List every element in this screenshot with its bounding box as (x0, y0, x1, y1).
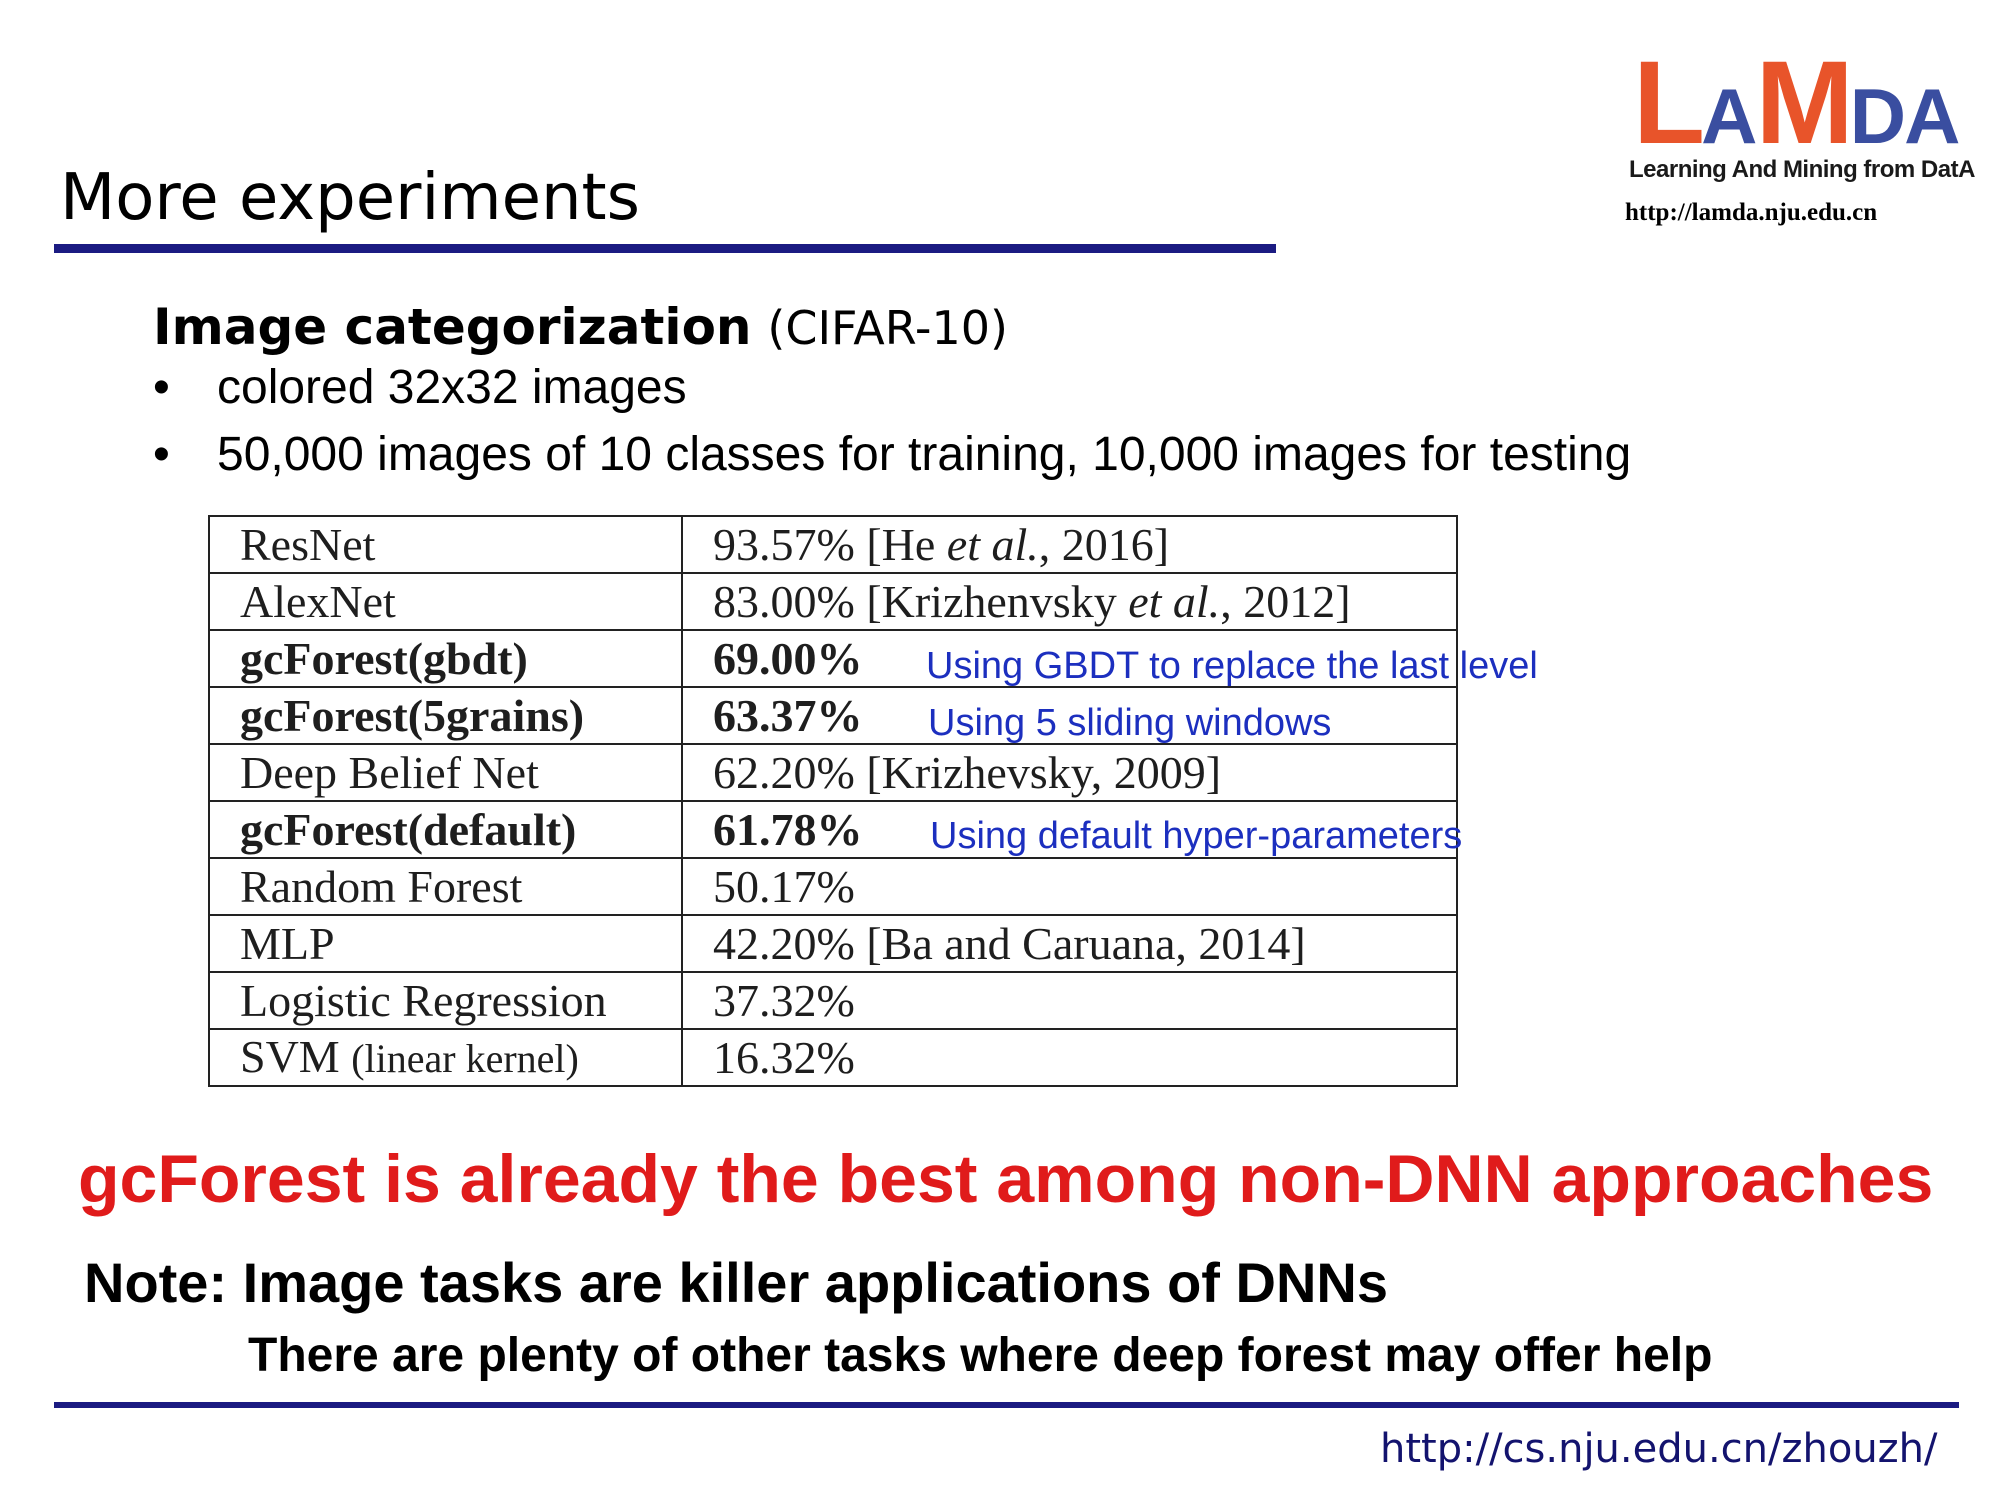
accuracy-cell (682, 516, 1457, 573)
table-row (209, 972, 1457, 1029)
bullet-item (153, 425, 1631, 485)
accuracy-cell: 50.17% (682, 858, 1457, 915)
accuracy-cell (682, 915, 1457, 972)
table-row (209, 1029, 1457, 1086)
method-cell: Deep Belief Net (209, 744, 682, 801)
logo-letter: DA (1849, 72, 1959, 160)
accuracy-value: 93.57% (713, 518, 855, 570)
note-line: Note: Image tasks are killer applications of DNNs (84, 1251, 1388, 1314)
accuracy-value: 83.00% (713, 575, 855, 627)
citation-etal: et al. (946, 518, 1039, 570)
headline-statement: gcForest is already the best among non-DNN approaches (78, 1141, 1934, 1217)
bullet-text: colored 32x32 images (217, 361, 687, 414)
annotation-gbdt: Using GBDT to replace the last level (926, 645, 1538, 687)
annotation-5grains: Using 5 sliding windows (928, 702, 1332, 744)
accuracy-cell (682, 744, 1457, 801)
citation: [Krizhenvsky (854, 575, 1129, 627)
bullet-glyph: • (153, 428, 170, 481)
accuracy-cell: 69.00% (682, 630, 1457, 687)
table-row (209, 744, 1457, 801)
section-heading-bold: Image categorization (153, 298, 752, 356)
citation: [Krizhevsky, 2009] (854, 746, 1222, 798)
logo-letter: L (1633, 37, 1702, 169)
accuracy-value: 62.20% (713, 746, 855, 798)
method-cell (209, 1029, 682, 1086)
logo-letter: A (1701, 72, 1756, 160)
section-heading-dataset: (CIFAR-10) (767, 301, 1008, 355)
method-cell: AlexNet (209, 573, 682, 630)
note-subline: There are plenty of other tasks where deep forest may offer help (248, 1329, 1713, 1382)
bullet-item (153, 358, 687, 418)
accuracy-cell: 63.37% (682, 687, 1457, 744)
section-heading (153, 296, 1008, 359)
slide-title: More experiments (60, 161, 640, 235)
logo-wordmark (1633, 37, 1959, 169)
logo-url: http://lamda.nju.edu.cn (1625, 199, 1878, 226)
table-row (209, 915, 1457, 972)
annotation-default: Using default hyper-parameters (930, 815, 1463, 857)
method-cell: Logistic Regression (209, 972, 682, 1029)
citation-etal: et al. (1128, 575, 1221, 627)
footer-rule (54, 1402, 1959, 1408)
method-cell: MLP (209, 915, 682, 972)
citation: [He (854, 518, 947, 570)
method-cell: gcForest(gbdt) (209, 630, 682, 687)
accuracy-value: 42.20% (713, 917, 855, 969)
accuracy-cell: 61.78% (682, 801, 1457, 858)
results-table (208, 515, 1458, 1087)
title-underline (54, 244, 1276, 253)
method-cell: gcForest(default) (209, 801, 682, 858)
method-cell: Random Forest (209, 858, 682, 915)
method-suffix: (linear kernel) (351, 1035, 579, 1081)
logo-tagline: Learning And Mining from DatA (1629, 156, 1975, 183)
accuracy-cell: 37.32% (682, 972, 1457, 1029)
bullet-text: 50,000 images of 10 classes for training, 10,000 images for testing (217, 428, 1632, 481)
method-cell: ResNet (209, 516, 682, 573)
accuracy-cell: 16.32% (682, 1029, 1457, 1086)
method-cell: gcForest(5grains) (209, 687, 682, 744)
method-name: SVM (240, 1030, 340, 1082)
logo-letter: M (1755, 37, 1850, 169)
citation: , 2012] (1220, 575, 1351, 627)
citation: [Ba and Caruana, 2014] (854, 917, 1306, 969)
bullet-glyph: • (153, 361, 170, 414)
table-row (209, 858, 1457, 915)
citation: , 2016] (1038, 518, 1170, 570)
table-row (209, 516, 1457, 573)
footer-url: http://cs.nju.edu.cn/zhouzh/ (1380, 1426, 1938, 1472)
accuracy-cell (682, 573, 1457, 630)
lamda-logo (1625, 37, 1975, 226)
table-row (209, 573, 1457, 630)
